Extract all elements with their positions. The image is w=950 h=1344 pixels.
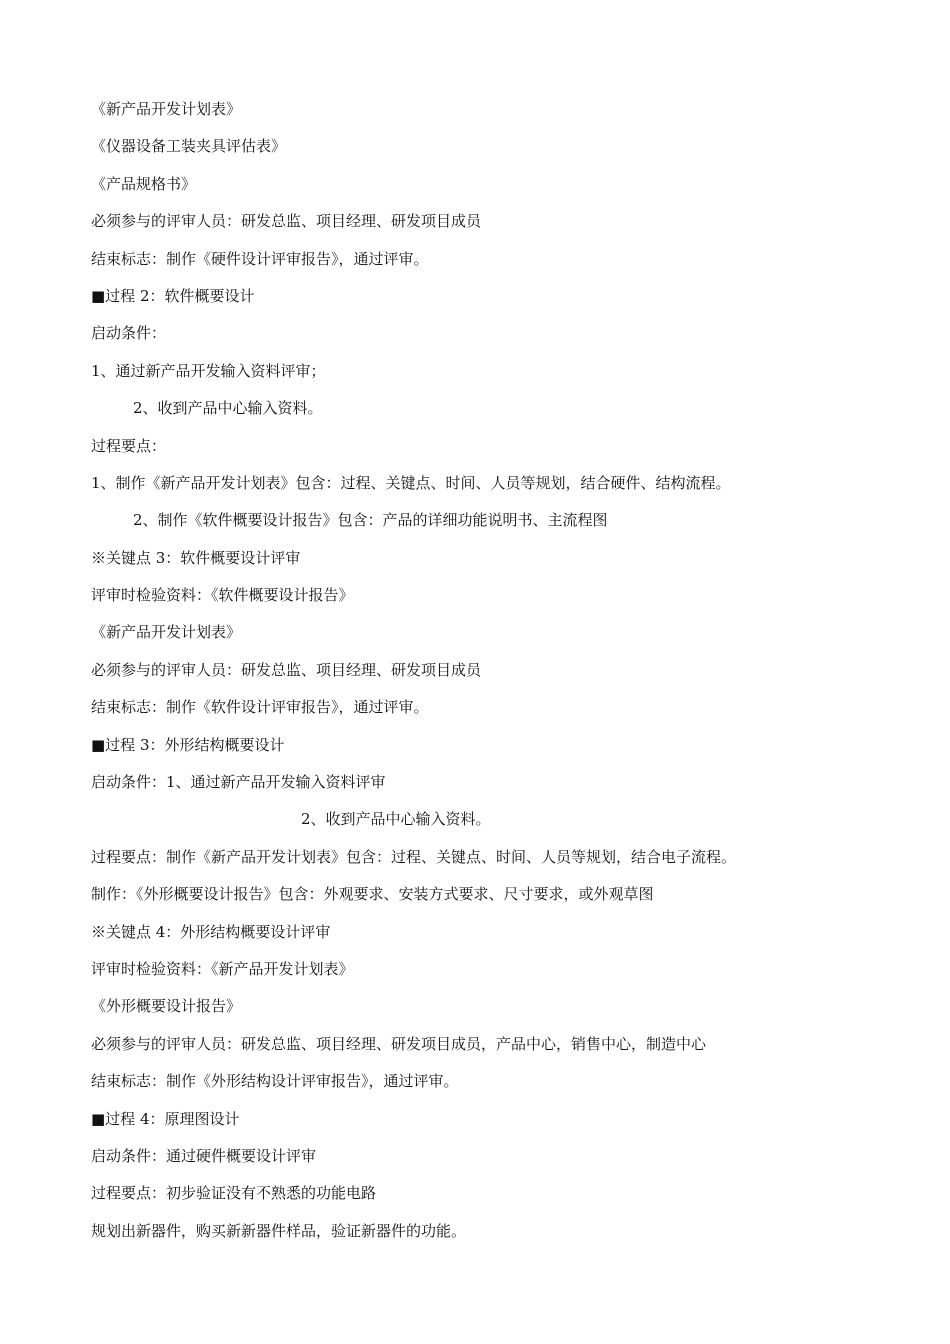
text-line: 启动条件：通过硬件概要设计评审 bbox=[91, 1146, 317, 1165]
text-line: 启动条件： bbox=[91, 324, 167, 343]
text-line: 必须参与的评审人员：研发总监、项目经理、研发项目成员 bbox=[91, 212, 482, 231]
text-line: 结束标志：制作《硬件设计评审报告》，通过评审。 bbox=[91, 249, 429, 268]
document-body bbox=[91, 97, 871, 1256]
text-line: 《外形概要设计报告》 bbox=[91, 997, 242, 1016]
text-line: 结束标志：制作《软件设计评审报告》，通过评审。 bbox=[91, 698, 429, 717]
text-line: 必须参与的评审人员：研发总监、项目经理、研发项目成员，产品中心，销售中心，制造中心 bbox=[91, 1034, 707, 1053]
text-line: 1、制作《新产品开发计划表》包含：过程、关键点、时间、人员等规划，结合硬件、结构流程。 bbox=[91, 473, 731, 492]
text-line: 《新产品开发计划表》 bbox=[91, 623, 242, 642]
text-line: 评审时检验资料：《新产品开发计划表》 bbox=[91, 959, 354, 978]
keypoint-heading: ※关键点 3：软件概要设计评审 bbox=[91, 548, 301, 567]
text-line: 《仪器设备工装夹具评估表》 bbox=[91, 137, 287, 156]
text-line: 《新产品开发计划表》 bbox=[91, 100, 242, 118]
section-heading: ■过程 3：外形结构概要设计 bbox=[91, 735, 285, 754]
text-line: 过程要点：制作《新产品开发计划表》包含：过程、关键点、时间、人员等规划，结合电子流程。 bbox=[91, 847, 737, 866]
section-heading: ■过程 2：软件概要设计 bbox=[91, 286, 255, 305]
text-line: 过程要点： bbox=[91, 436, 167, 455]
text-line: 2、收到产品中心输入资料。 bbox=[133, 399, 323, 418]
text-line: 结束标志：制作《外形结构设计评审报告》，通过评审。 bbox=[91, 1072, 459, 1091]
text-line: 2、制作《软件概要设计报告》包含：产品的详细功能说明书、主流程图 bbox=[133, 511, 608, 530]
section-heading: ■过程 4：原理图设计 bbox=[91, 1109, 240, 1128]
text-line: 评审时检验资料：《软件概要设计报告》 bbox=[91, 586, 354, 605]
text-line: 《产品规格书》 bbox=[91, 174, 197, 193]
keypoint-heading: ※关键点 4：外形结构概要设计评审 bbox=[91, 922, 331, 941]
text-line: 规划出新器件，购买新新器件样品，验证新器件的功能。 bbox=[91, 1221, 467, 1240]
text-line: 启动条件：1、通过新产品开发输入资料评审 bbox=[91, 773, 386, 792]
text-line: 1、通过新产品开发输入资料评审； bbox=[91, 361, 326, 380]
text-line: 制作：《外形概要设计报告》包含：外观要求、安装方式要求、尺寸要求，或外观草图 bbox=[91, 885, 654, 904]
text-line: 必须参与的评审人员：研发总监、项目经理、研发项目成员 bbox=[91, 660, 482, 679]
text-line: 过程要点：初步验证没有不熟悉的功能电路 bbox=[91, 1184, 377, 1203]
text-line: 2、收到产品中心输入资料。 bbox=[301, 810, 491, 829]
